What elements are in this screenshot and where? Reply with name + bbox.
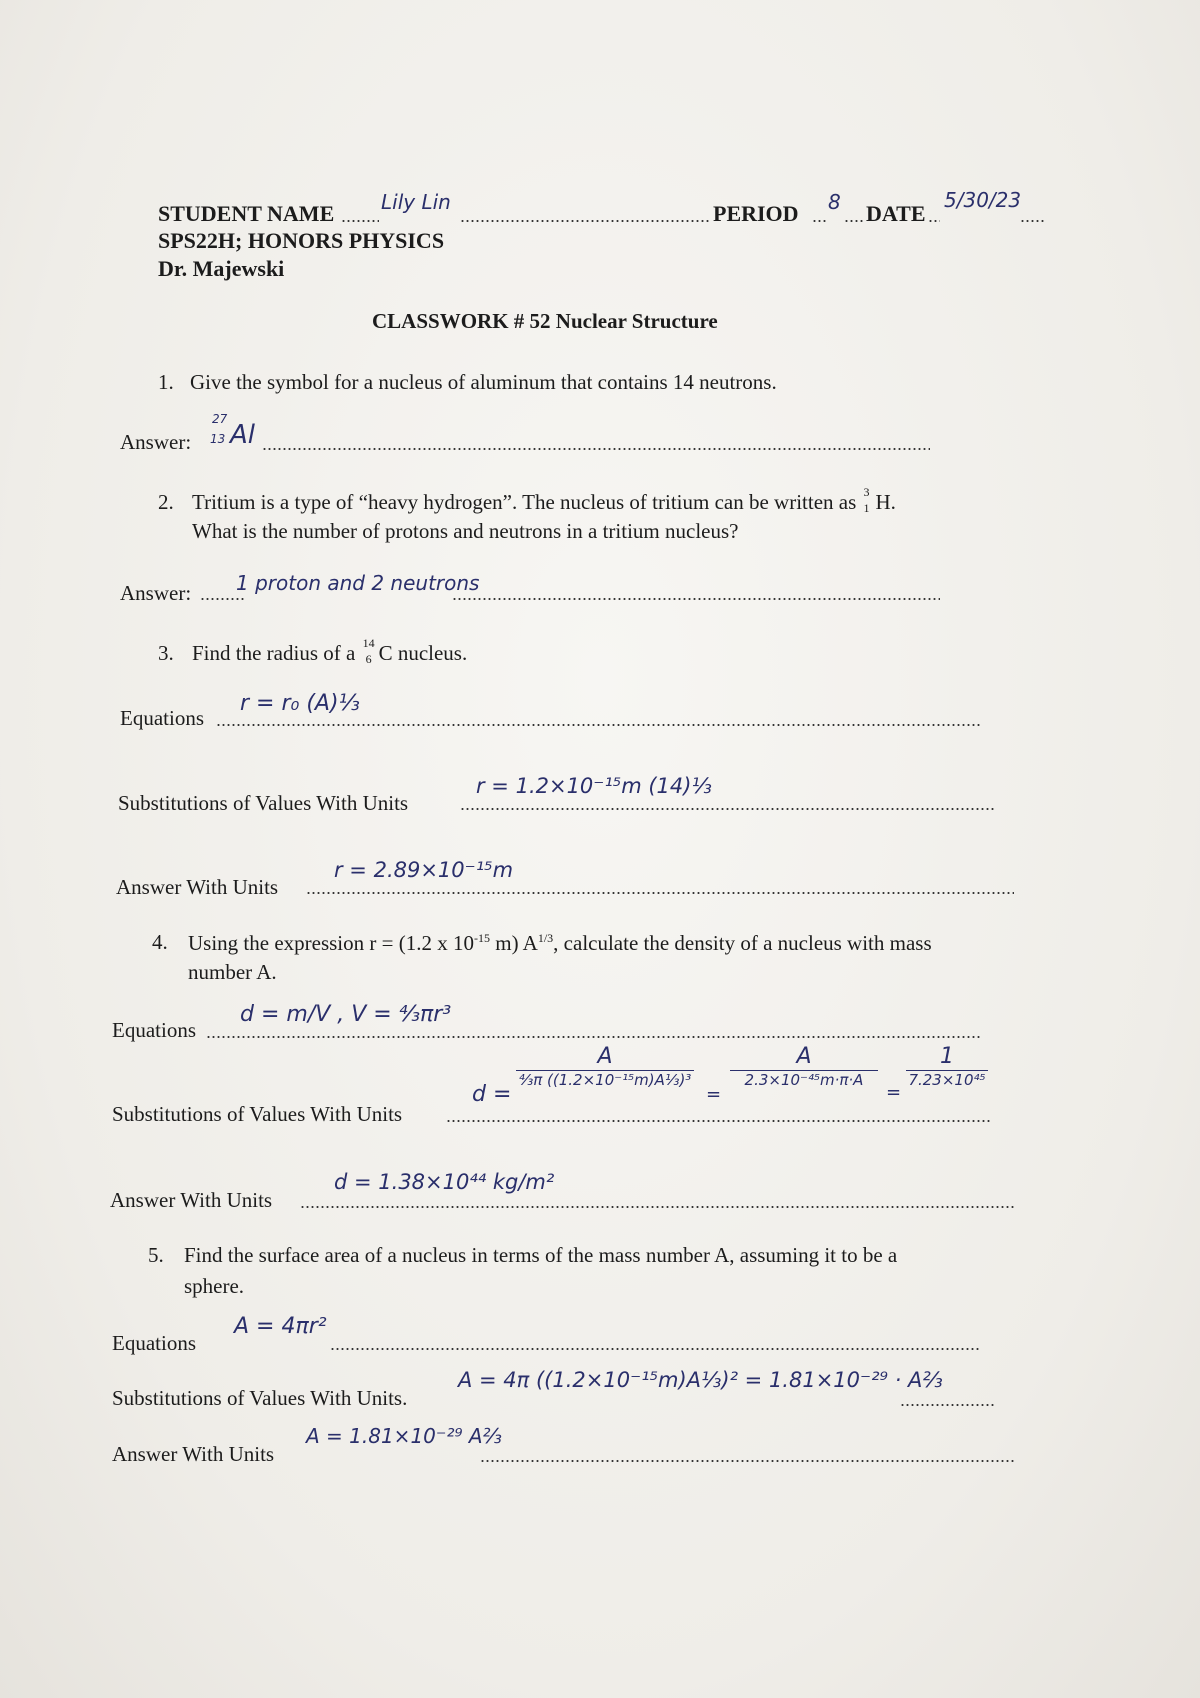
q4-equations: d = m/V , V = ⁴⁄₃πr³ — [240, 1002, 452, 1027]
q1-answer-mass: 27 — [212, 412, 228, 426]
date-value: 5/30/23 — [944, 188, 1022, 212]
q5-number: 5. — [148, 1243, 164, 1267]
q5-substitutions: A = 4π ((1.2×10⁻¹⁵m)A⅓)² = 1.81×10⁻²⁹ · A⅔ — [458, 1368, 943, 1392]
page-title: CLASSWORK # 52 Nuclear Structure — [372, 309, 718, 333]
q1-answer-label: Answer: — [120, 430, 192, 454]
q4-frac3-numerator: 1 — [940, 1044, 954, 1069]
q5-equations-label: Equations — [112, 1331, 196, 1355]
q2-answer: 1 proton and 2 neutrons — [236, 571, 480, 595]
q4-text-line1: Using the expression r = (1.2 x $10^{-15}$ m) $A^{1/3}$, calculate the density of a nucleus with mass — [188, 931, 932, 955]
q2-answer-label: Answer: — [120, 581, 192, 605]
q3-equations-label: Equations — [120, 706, 204, 730]
q4-text-line2: number A. — [188, 960, 277, 984]
student-name-label: STUDENT NAME — [158, 201, 335, 226]
dotted-line — [200, 598, 246, 600]
q4-substitutions-label: Substitutions of Values With Units — [112, 1102, 403, 1126]
q1-answer-atomic: 13 — [210, 432, 226, 446]
q2-text-line2: What is the number of protons and neutrons in a tritium nucleus? — [192, 519, 739, 543]
q5-answer-label: Answer With Units — [112, 1442, 275, 1466]
q4-answer: d = 1.38×10⁴⁴ kg/m² — [334, 1170, 555, 1194]
q4-sub-equals-2: = — [886, 1082, 902, 1103]
q4-sub-d: d = — [472, 1082, 512, 1107]
student-name-value: Lily Lin — [381, 190, 451, 214]
q3-substitutions: r = 1.2×10⁻¹⁵m (14)⅓ — [476, 774, 712, 798]
q4-equations-line — [206, 1036, 980, 1038]
date-label: DATE — [866, 201, 926, 226]
q5-substitutions-line — [900, 1404, 994, 1406]
q3-substitutions-label: Substitutions of Values With Units — [118, 791, 409, 815]
q1-answer-symbol: Al — [230, 420, 256, 450]
q3-text: Find the radius of a 14 6 C nucleus. — [192, 636, 468, 667]
q4-sub-frac1 — [516, 1046, 694, 1088]
q5-substitutions-label: Substitutions of Values With Units. — [112, 1386, 408, 1410]
q5-text-line1: Find the surface area of a nucleus in terms of the mass number A, assuming it to be a — [184, 1243, 898, 1267]
dotted-line — [844, 220, 864, 222]
q1-number: 1. — [158, 370, 174, 394]
dotted-line — [1020, 220, 1046, 222]
q4-frac2-numerator: A — [796, 1044, 812, 1069]
q4-sub-frac3 — [906, 1046, 988, 1088]
q4-sub-equals: = — [706, 1084, 722, 1105]
q5-text-line2: sphere. — [184, 1274, 245, 1298]
q2-text-line1: Tritium is a type of “heavy hydrogen”. The nucleus of tritium can be written as 3 1 H. — [192, 485, 896, 516]
q5-answer-line — [480, 1460, 1014, 1462]
q4-answer-line — [300, 1206, 1014, 1208]
q4-equations-label: Equations — [112, 1018, 196, 1042]
dotted-line — [341, 220, 379, 222]
teacher-name: Dr. Majewski — [158, 256, 285, 281]
course-name: SPS22H; HONORS PHYSICS — [158, 228, 445, 253]
q3-answer-label: Answer With Units — [116, 875, 279, 899]
q5-answer: A = 1.81×10⁻²⁹ A⅔ — [306, 1424, 502, 1448]
q5-equations-line — [330, 1348, 980, 1350]
q3-number: 3. — [158, 641, 174, 665]
q4-answer-label: Answer With Units — [110, 1188, 273, 1212]
period-value: 8 — [828, 190, 841, 214]
period-label: PERIOD — [713, 201, 799, 226]
q3-equations: r = r₀ (A)⅓ — [240, 691, 360, 716]
dotted-line — [928, 220, 940, 222]
q4-sub-frac2 — [730, 1046, 878, 1088]
q3-nuclide: 14 6 — [362, 636, 375, 667]
q2-answer-line — [452, 598, 940, 600]
q5-equations: A = 4πr² — [234, 1314, 327, 1339]
q3-answer: r = 2.89×10⁻¹⁵m — [334, 858, 514, 882]
q4-frac3-denominator: 7.23×10⁴⁵ — [908, 1071, 986, 1089]
q1-answer-line — [262, 448, 930, 450]
q4-frac1-numerator: A — [597, 1044, 613, 1069]
q4-number: 4. — [152, 930, 168, 954]
q1-text: Give the symbol for a nucleus of aluminum that contains 14 neutrons. — [190, 370, 777, 394]
q4-frac1-denominator: ⁴⁄₃π ((1.2×10⁻¹⁵m)A⅓)³ — [518, 1071, 692, 1089]
dotted-line — [812, 220, 826, 222]
q2-nuclide: 3 1 — [863, 485, 870, 516]
q4-substitutions-line — [446, 1120, 992, 1122]
q3-substitutions-line — [460, 808, 996, 810]
q3-equations-line — [216, 724, 980, 726]
q4-frac2-denominator: 2.3×10⁻⁴⁵m·π·A — [744, 1071, 864, 1089]
q3-answer-line — [306, 892, 1014, 894]
q2-number: 2. — [158, 490, 174, 514]
dotted-line — [460, 220, 710, 222]
